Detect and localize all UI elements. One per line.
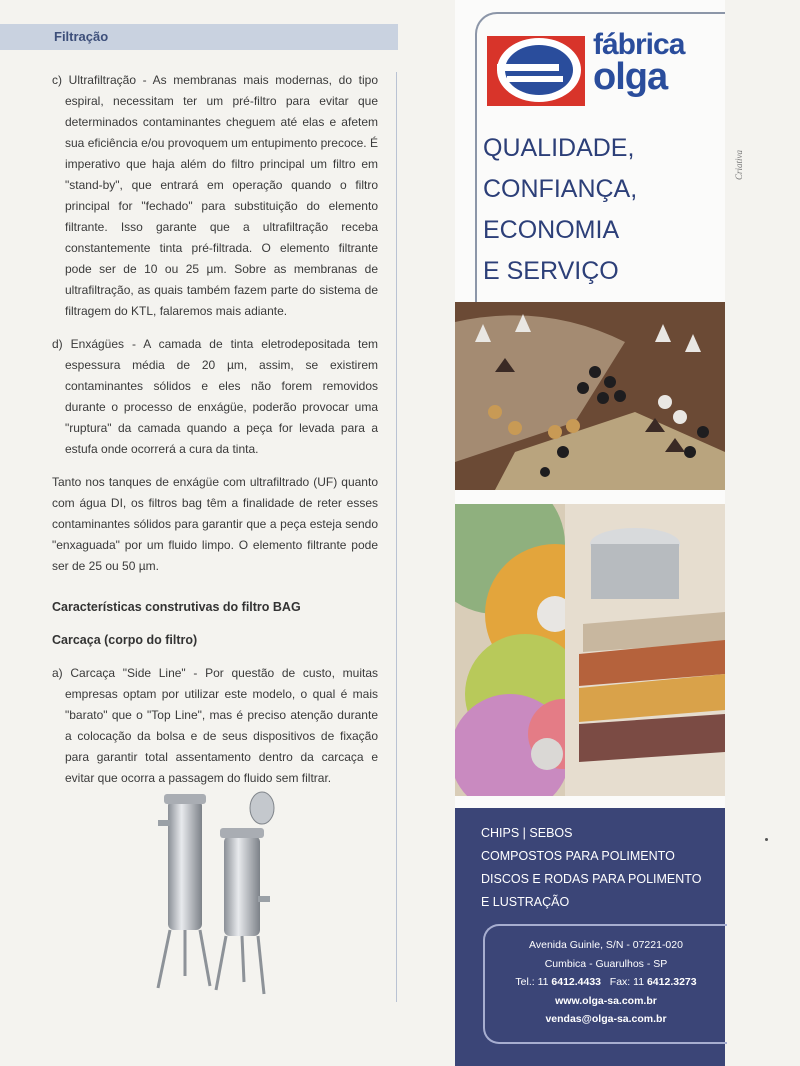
- heading-construction: Características construtivas do filtro BAG: [52, 600, 301, 614]
- slogan-line: CONFIANÇA,: [483, 175, 638, 203]
- brand-name-top: fábrica: [593, 28, 685, 61]
- services-panel: [455, 808, 725, 1066]
- paragraph-bag-filters: Tanto nos tanques de enxágüe com ultrafiltrado (UF) quanto com água DI, os filtros bag têm a finalidade de reter esses contaminantes sólidos para garantir que a peça esteja sendo "enxaguada" por um fluido limpo. O elemento filtrante pode ser de 25 ou 50 µm.: [52, 475, 378, 573]
- services-list: [481, 822, 701, 914]
- service-line: COMPOSTOS PARA POLIMENTO: [481, 849, 675, 863]
- address-line: Avenida Guinle, S/N - 07221-020: [529, 939, 683, 951]
- city-line: Cumbica - Guarulhos - SP: [544, 957, 668, 970]
- polishing-chips-photo: [455, 302, 725, 490]
- service-line: DISCOS E RODAS PARA POLIMENTO: [481, 872, 702, 886]
- paragraph-ultrafiltration: c) Ultrafiltração - As membranas mais modernas, do tipo espiral, necessitam ter um pré-filtro para evitar que determinados contaminantes cheguem até elas e afetem sua eficiência e/ou provoquem um entupimento precoce. É imperativo que haja além do filtro principal um filtro em "stand-by", que entrará em operação quando o filtro principal for "fechado" para substituição do elemento filtrante. Isso garante que a ultrafiltração receba constantemente tinta pré-filtrada. O elemento filtrante pode ser de 10 ou 25 µm. Sobre as membranas de ultrafiltração, as quais também fazem parte do sistema de filtragem do KTL, falaremos mais adiante.: [52, 73, 378, 318]
- section-header: [0, 24, 398, 50]
- bag-filter-photo: [140, 780, 290, 1000]
- polishing-wheels-photo: [455, 504, 725, 796]
- contact-box: [483, 924, 727, 1044]
- stray-dot: [765, 838, 768, 841]
- fax-label: Fax: 11: [609, 976, 645, 988]
- advertisement: [455, 0, 725, 1066]
- phone-line: [485, 973, 727, 992]
- fax-number: 6412.3273: [646, 976, 697, 988]
- olga-logo-icon: [487, 28, 591, 108]
- service-line: CHIPS | SEBOS: [481, 826, 573, 840]
- credit-text: Criativa: [734, 149, 744, 180]
- column-divider: [396, 72, 397, 1002]
- slogan-line: QUALIDADE,: [483, 134, 635, 162]
- slogan-line: ECONOMIA: [483, 216, 620, 244]
- slogan-line: E SERVIÇO: [483, 257, 619, 285]
- heading-housing: Carcaça (corpo do filtro): [52, 633, 198, 647]
- email-link[interactable]: vendas@olga-sa.com.br: [545, 1013, 667, 1025]
- brand-name-bottom: olga: [593, 56, 668, 98]
- article-column: [52, 70, 378, 801]
- tel-label: Tel.: 11: [515, 976, 549, 988]
- paragraph-rinsing: d) Enxágües - A camada de tinta eletrodepositada tem espessura média de 20 µm, assim, se existirem contaminantes sólidos e eles não forem removidos durante o processo de enxágüe, poderão provocar uma "ruptura" da camada quando a peça for levada para a estufa onde ocorrerá a cura da tinta.: [52, 337, 378, 456]
- section-title: Filtração: [54, 29, 109, 44]
- website-link[interactable]: www.olga-sa.com.br: [555, 994, 657, 1007]
- service-line: E LUSTRAÇÃO: [481, 895, 570, 909]
- tel-number: 6412.4433: [551, 976, 602, 988]
- paragraph-side-line: a) Carcaça "Side Line" - Por questão de custo, muitas empresas optam por utilizar este modelo, o qual é mais "barato" que o "Top Line", mas é preciso atenção durante a colocação da bolsa e de seus dispositivos de fixação para garantir total assentamento dentro da carcaça e evitar que ocorra a passagem do fluido sem filtrar.: [52, 666, 378, 785]
- ad-slogan: [483, 128, 637, 292]
